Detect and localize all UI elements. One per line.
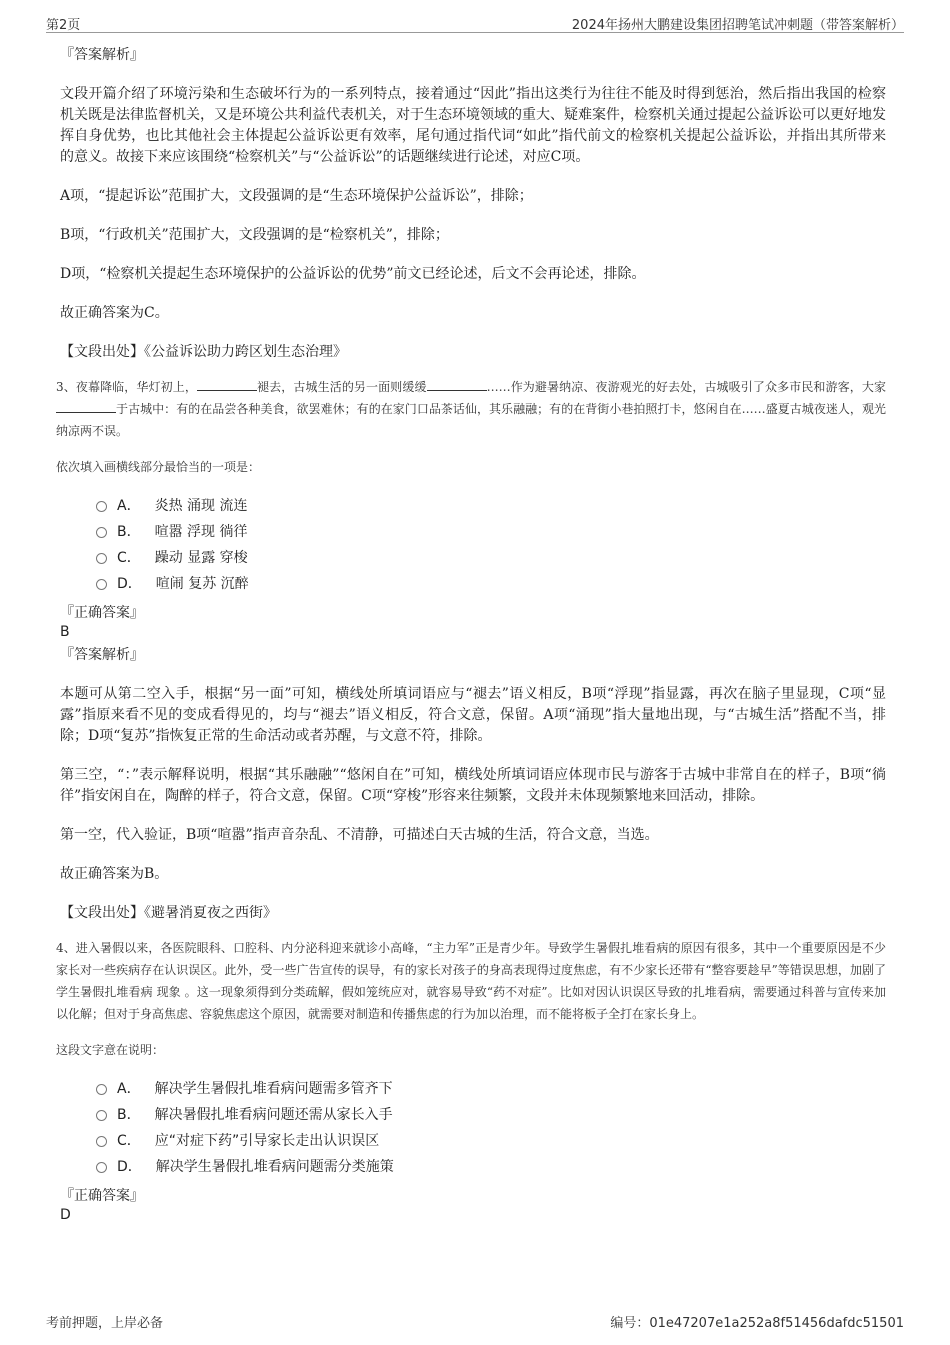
- radio-icon[interactable]: [96, 1136, 107, 1147]
- analysis-conclusion: 故正确答案为C。: [60, 305, 169, 321]
- radio-icon[interactable]: [96, 1084, 107, 1095]
- page-content: [56, 46, 886, 1229]
- radio-icon[interactable]: [96, 1162, 107, 1173]
- analysis-conclusion: 故正确答案为B。: [60, 866, 169, 882]
- page-header: [46, 12, 904, 33]
- option-d[interactable]: D． 喧闹 复苏 沉醉: [96, 570, 886, 596]
- correct-answer: D: [60, 1207, 71, 1223]
- question-4-stem: 4、进入暑假以来，各医院眼科、口腔科、内分泌科迎来就诊小高峰，“主力军”正是青少年。导致学生暑假扎堆看病的原因有很多，其中一个重要原因是不少家长对一些疾病存在认识误区。此外，受一些广告宣传的误导，有的家长对孩子的身高表现得过度焦虑，有不少家长还带有“整容要趁早”等错误思想，加剧了学生暑假扎堆看病 现象 。这一现象须得到分类疏解，假如笼统应对，就容易导致“药不对症”。比如对因认识误区导致的扎堆看病，需要通过科普与宣传来加以化解；但对于身高焦虑、容貌焦虑这个原因，就需要对制造和传播焦虑的行为加以治理，而不能将板子全打在家长身上。: [56, 941, 886, 1021]
- footer-slogan: 考前押题，上岸必备: [46, 1316, 164, 1331]
- radio-icon[interactable]: [96, 501, 107, 512]
- document-title: 2024年扬州大鹏建设集团招聘笔试冲刺题（带答案解析）: [571, 18, 904, 33]
- option-c[interactable]: C． 躁动 显露 穿梭: [96, 544, 886, 570]
- page-footer: [46, 1312, 904, 1332]
- radio-icon[interactable]: [96, 579, 107, 590]
- analysis-tag: 『答案解析』: [60, 647, 144, 663]
- radio-icon[interactable]: [96, 553, 107, 564]
- option-a[interactable]: A． 解决学生暑假扎堆看病问题需多管齐下: [96, 1075, 886, 1101]
- fill-blank: [56, 398, 116, 413]
- answer-tag: 『正确答案』: [60, 1188, 144, 1204]
- page-number: 第2页: [46, 18, 81, 33]
- option-b[interactable]: B． 喧嚣 浮现 徜徉: [96, 518, 886, 544]
- passage-source: 【文段出处】《避暑消夏夜之西街》: [60, 905, 277, 921]
- question-3-stem: 3、夜幕降临，华灯初上， 褪去，古城生活的另一面则缓缓 ……作为避暑纳凉、夜游观光的好去处，古城吸引了众多市民和游客，大家于古城中：有的在品尝各种美食，欲罢难休；有的在家门口品茶话仙，其乐融融；有的在背街小巷拍照打卡，悠闲自在……盛夏古城夜迷人，观光纳凉两不误。: [56, 376, 886, 442]
- question-prompt: 依次填入画横线部分最恰当的一项是：: [56, 460, 261, 474]
- analysis-paragraph: A项，“提起诉讼”范围扩大，文段强调的是“生态环境保护公益诉讼”，排除；: [60, 188, 533, 204]
- analysis-paragraph: 第一空，代入验证，B项“喧嚣”指声音杂乱、不清静，可描述白天古城的生活，符合文意，当选。: [60, 827, 659, 843]
- analysis-paragraph: D项，“检察机关提起生态环境保护的公益诉讼的优势”前文已经论述，后文不会再论述，排除。: [60, 266, 646, 282]
- fill-blank: [197, 376, 257, 391]
- question-prompt: 这段文字意在说明：: [56, 1043, 165, 1057]
- document-serial: 编号：01e47207e1a252a8f51456dafdc51501: [610, 1316, 904, 1331]
- radio-icon[interactable]: [96, 527, 107, 538]
- analysis-tag: 『答案解析』: [60, 47, 144, 63]
- option-c[interactable]: C． 应“对症下药”引导家长走出认识误区: [96, 1127, 886, 1153]
- analysis-paragraph: 文段开篇介绍了环境污染和生态破坏行为的一系列特点，接着通过“因此”指出这类行为往往不能及时得到惩治，然后指出我国的检察机关既是法律监督机关，又是环境公共利益代表机关，对于生态环境领域的重大、疑难案件，检察机关通过提起公益诉讼可以更好地发挥自身优势，也比其他社会主体提起公益诉讼更有效率，尾句通过指代词“如此”指代前文的检察机关提起公益诉讼，并指出其所带来的意义。故接下来应该围绕“检察机关”与“公益诉讼”的话题继续进行论述，对应C项。: [60, 86, 886, 165]
- option-a[interactable]: A． 炎热 涌现 流连: [96, 492, 886, 518]
- answer-tag: 『正确答案』: [60, 605, 144, 621]
- question-3-options: [96, 492, 886, 596]
- fill-blank: [427, 376, 487, 391]
- option-d[interactable]: D． 解决学生暑假扎堆看病问题需分类施策: [96, 1153, 886, 1179]
- analysis-paragraph: 本题可从第二空入手，根据“另一面”可知，横线处所填词语应与“褪去”语义相反，B项“浮现”指显露，再次在脑子里显现，C项“显露”指原来看不见的变成看得见的，均与“褪去”语义相反，符合文意，保留。A项“涌现”指大量地出现，与“古城生活”搭配不当，排除；D项“复苏”指恢复正常的生命活动或者苏醒，与文意不符，排除。: [60, 686, 886, 744]
- analysis-paragraph: 第三空，“：”表示解释说明，根据“其乐融融”“悠闲自在”可知，横线处所填词语应体现市民与游客于古城中非常自在的样子，B项“徜徉”指安闲自在，陶醉的样子，符合文意，保留。C项“穿梭”形容来往频繁，文段并未体现频繁地来回活动，排除。: [60, 767, 886, 804]
- radio-icon[interactable]: [96, 1110, 107, 1121]
- passage-source: 【文段出处】《公益诉讼助力跨区划生态治理》: [60, 344, 347, 360]
- correct-answer: B: [60, 624, 70, 640]
- option-b[interactable]: B． 解决暑假扎堆看病问题还需从家长入手: [96, 1101, 886, 1127]
- analysis-paragraph: B项，“行政机关”范围扩大，文段强调的是“检察机关”，排除；: [60, 227, 449, 243]
- question-4-options: [96, 1075, 886, 1179]
